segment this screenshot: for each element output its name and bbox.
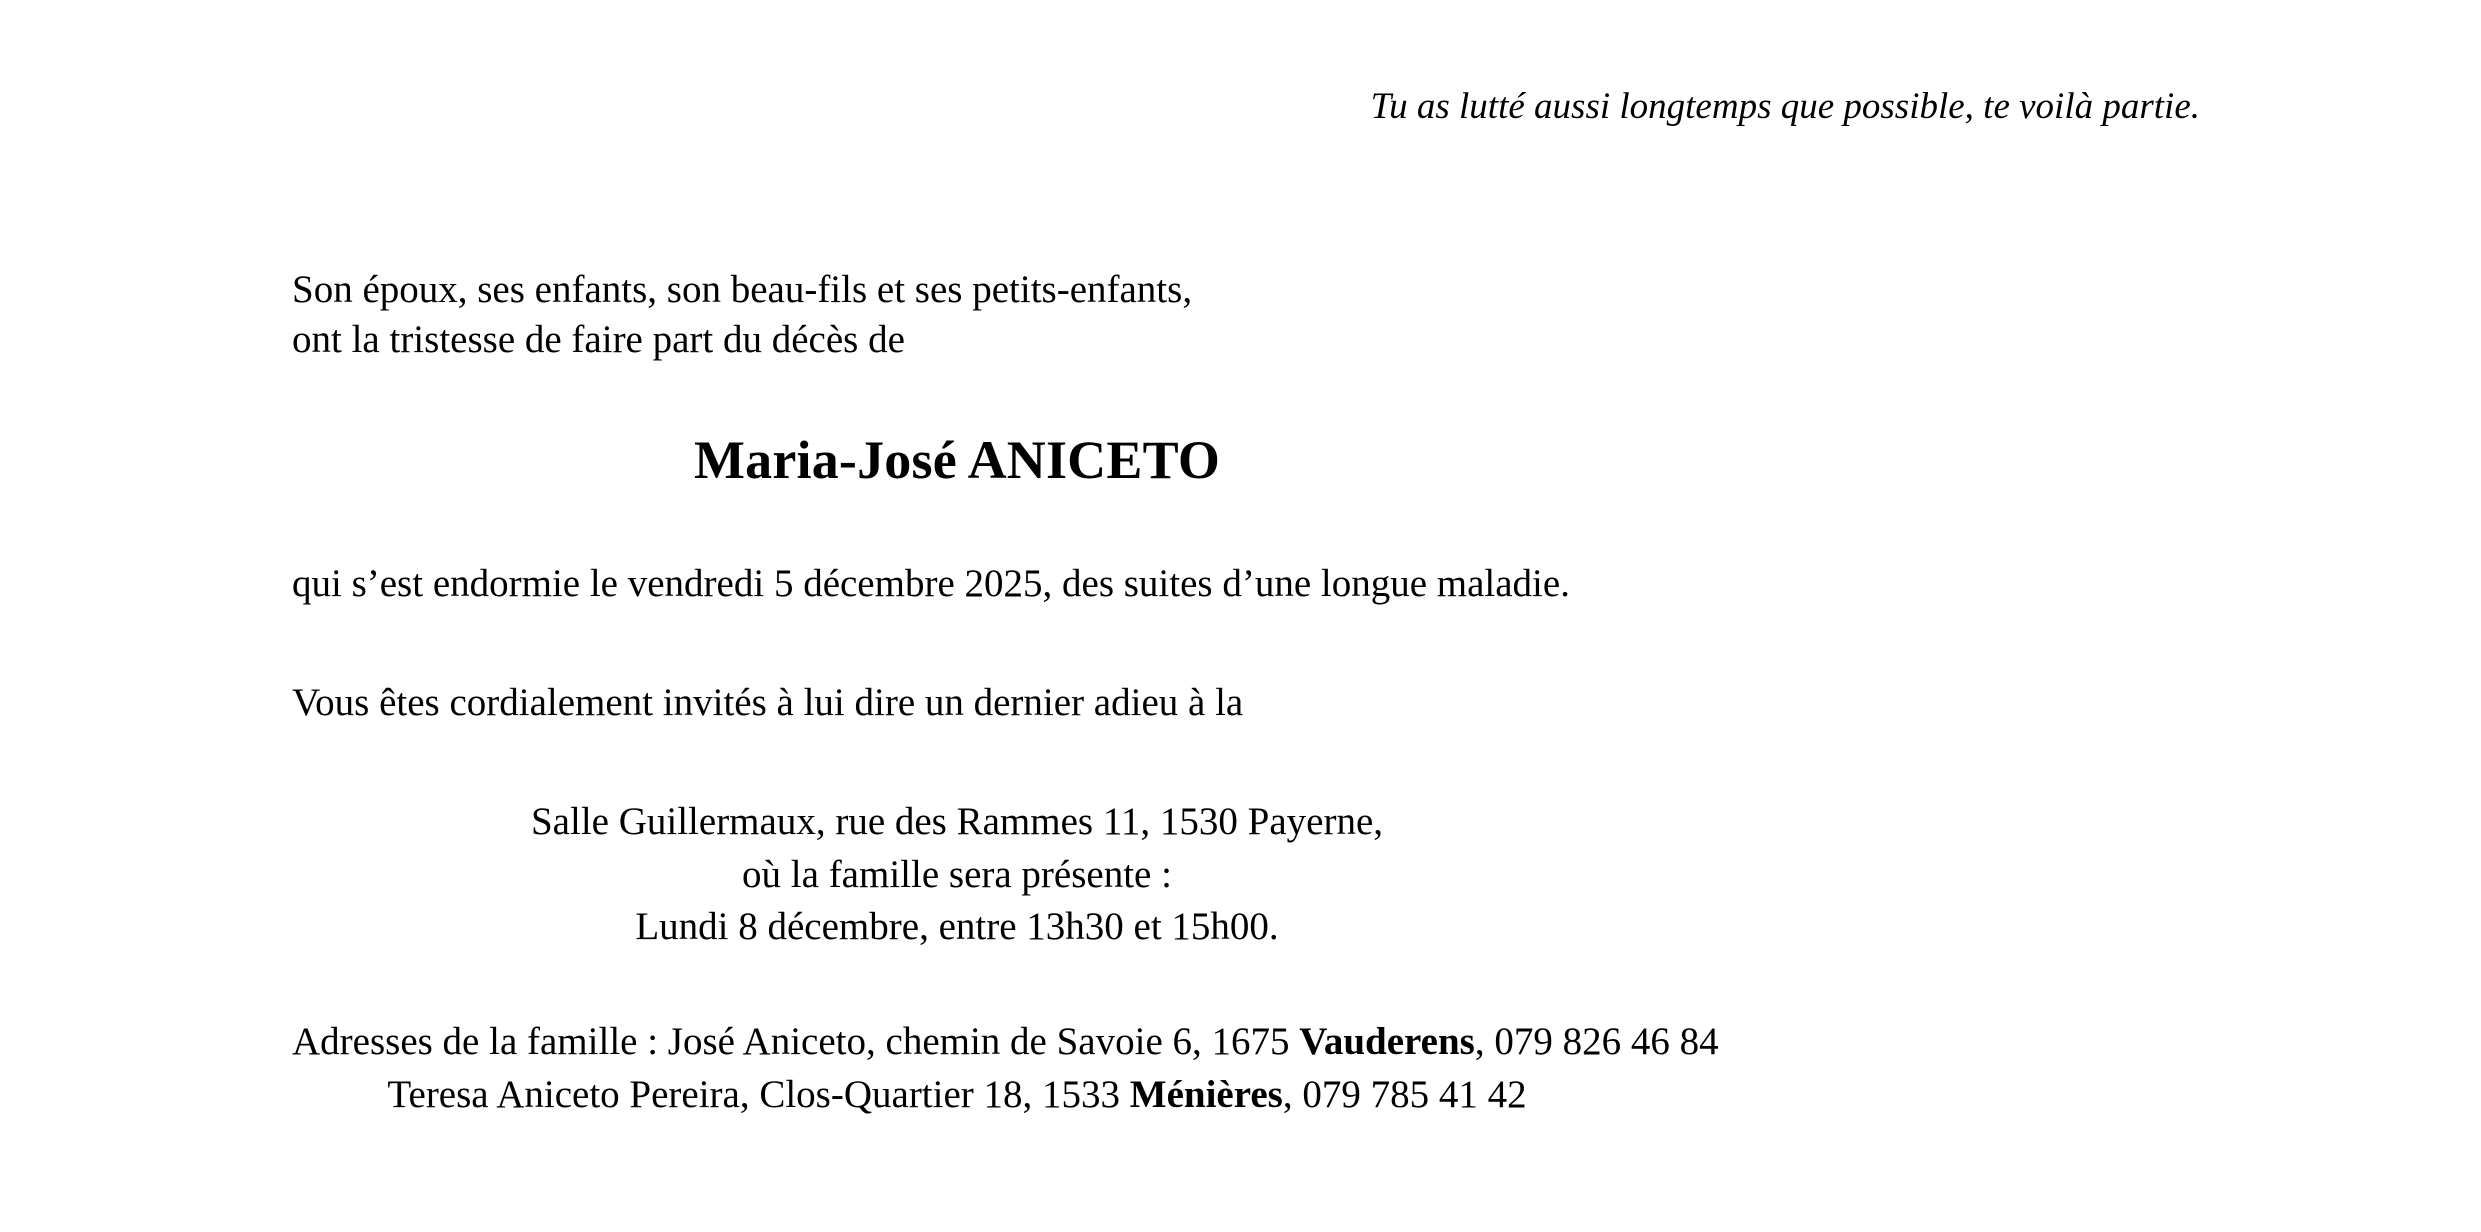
intro-line-1: Son époux, ses enfants, son beau-fils et ses petits-enfants, xyxy=(292,268,1193,311)
address-2-phone: , 079 785 41 42 xyxy=(1282,1072,1527,1116)
address-1-city: Vauderens xyxy=(1299,1020,1475,1064)
passing-statement: qui s’est endormie le vendredi 5 décembre 2025, des suites d’une longue maladie. xyxy=(292,561,1570,605)
address-line-1 xyxy=(292,1016,2192,1069)
address-2-city: Ménières xyxy=(1129,1072,1283,1116)
family-addresses xyxy=(292,954,2192,1121)
address-2-name-street: Teresa Aniceto Pereira, Clos-Quartier 18, 1533 xyxy=(387,1072,1130,1116)
address-1-phone: , 079 826 46 84 xyxy=(1474,1020,1719,1064)
notice-body xyxy=(292,265,2192,1121)
epigraph-text: Tu as lutté aussi longtemps que possible, te voilà partie. xyxy=(1370,86,2200,127)
ceremony-schedule: Lundi 8 décembre, entre 13h30 et 15h00. xyxy=(635,905,1279,949)
ceremony-details xyxy=(292,728,1622,954)
deceased-name: Maria-José ANICETO xyxy=(693,429,1221,490)
ceremony-venue: Salle Guillermaux, rue des Rammes 11, 1530 Payerne, xyxy=(530,800,1384,844)
invitation-statement: Vous êtes cordialement invités à lui dire un dernier adieu à la xyxy=(292,680,1244,724)
intro-line-2: ont la tristesse de faire part du décès de xyxy=(292,317,905,361)
address-1-name-street: José Aniceto, chemin de Savoie 6, 1675 xyxy=(667,1020,1300,1064)
ceremony-presence: où la famille sera présente : xyxy=(742,852,1172,896)
address-line-2 xyxy=(292,1069,1622,1122)
announcement-intro xyxy=(292,265,2192,365)
addresses-label: Adresses de la famille : xyxy=(292,1020,668,1064)
